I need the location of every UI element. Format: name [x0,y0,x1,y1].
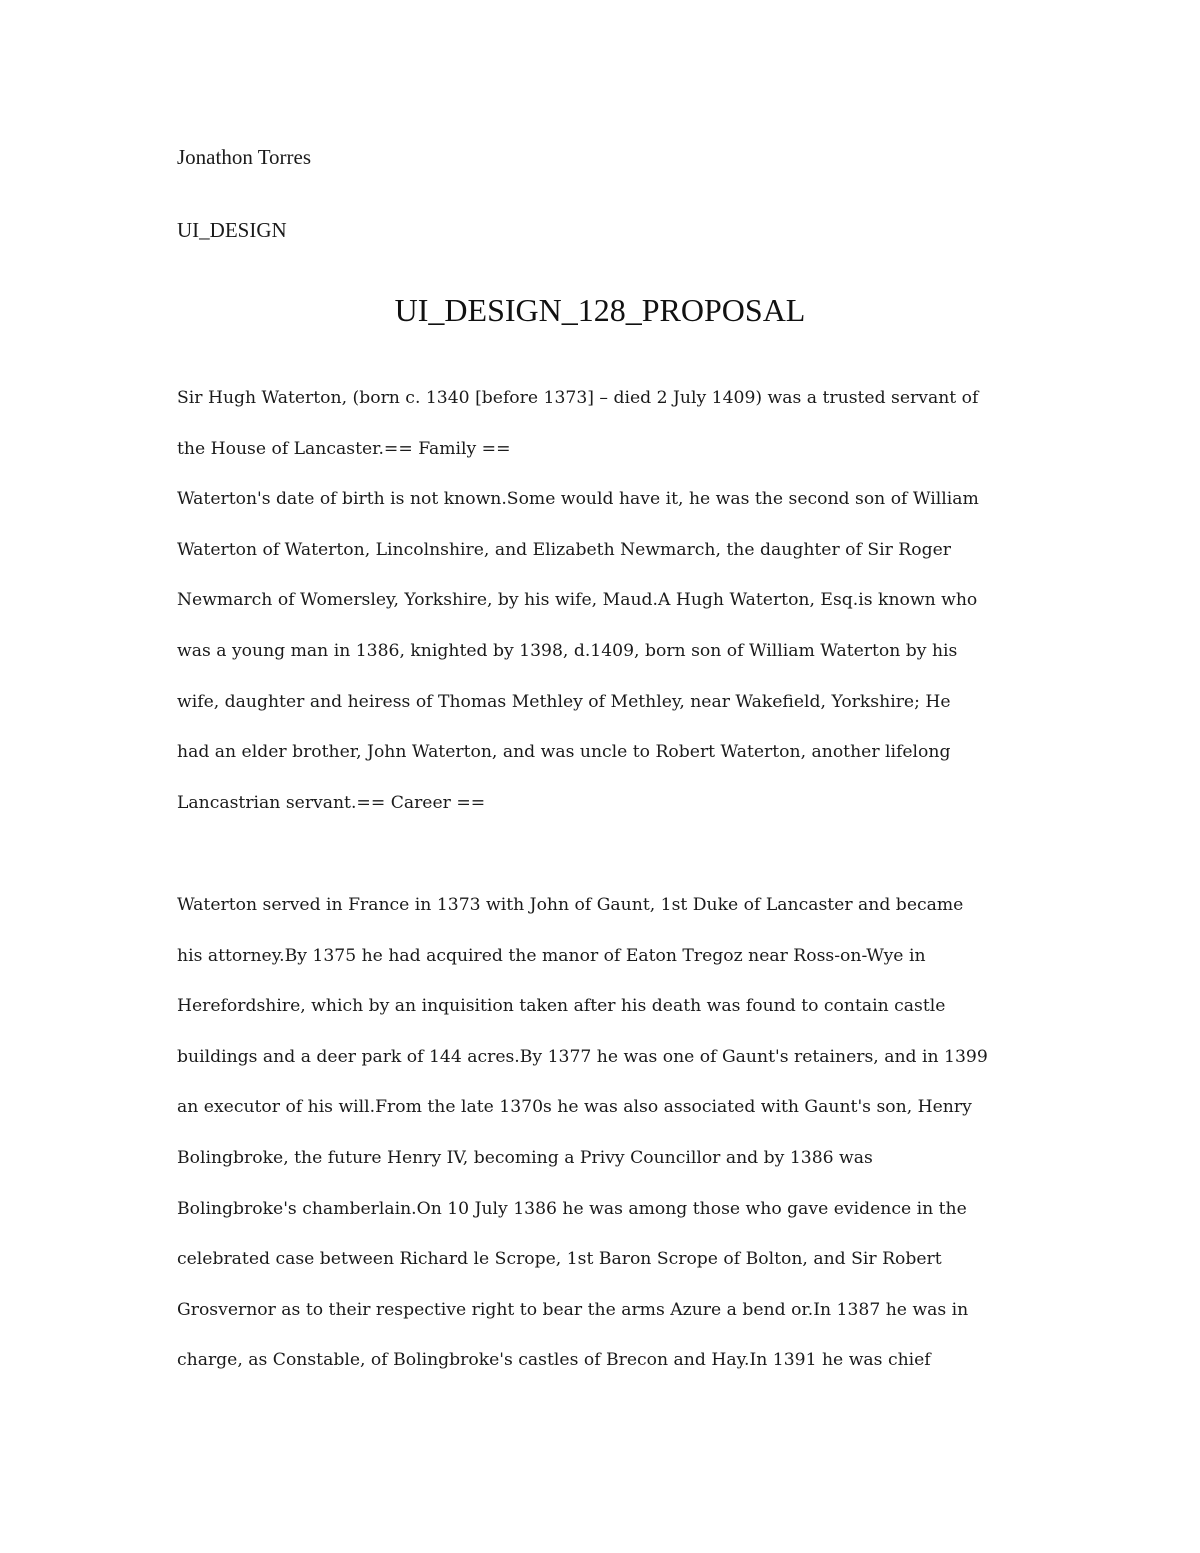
text-line: Newmarch of Womersley, Yorkshire, by his wife, Maud.A Hugh Waterton, Esq.is known who [177,590,978,611]
text-line: wife, daughter and heiress of Thomas Methley of Methley, near Wakefield, Yorkshire; He [177,691,951,712]
text-line: Bolingbroke, the future Henry IV, becoming a Privy Councillor and by 1386 was [177,1147,873,1168]
document-title: UI_DESIGN_128_PROPOSAL [394,292,806,328]
text-line: Sir Hugh Waterton, (born c. 1340 [before 1373] – died 2 July 1409) was a trusted servant of [177,388,979,408]
text-line: his attorney.By 1375 he had acquired the manor of Eaton Tregoz near Ross-on-Wye in [177,945,926,966]
text-line: Waterton's date of birth is not known.Some would have it, he was the second son of William [177,489,979,510]
text-line: Waterton served in France in 1373 with John of Gaunt, 1st Duke of Lancaster and became [177,895,964,915]
text-line: Herefordshire, which by an inquisition taken after his death was found to contain castle [177,996,946,1017]
paragraph-1 [177,386,1037,841]
text-line: an executor of his will.From the late 1370s he was also associated with Gaunt's son, Henry [177,1097,972,1118]
text-line: the House of Lancaster.== Family == [177,438,511,459]
text-line: had an elder brother, John Waterton, and was uncle to Robert Waterton, another lifelong [177,742,951,763]
text-line: buildings and a deer park of 144 acres.By 1377 he was one of Gaunt's retainers, and in 1399 [177,1046,988,1067]
text-line: charge, as Constable, of Bolingbroke's castles of Brecon and Hay.In 1391 he was chief [177,1350,931,1371]
text-line: Waterton of Waterton, Lincolnshire, and Elizabeth Newmarch, the daughter of Sir Roger [177,539,951,560]
text-line: was a young man in 1386, knighted by 1398, d.1409, born son of William Waterton by his [177,640,958,661]
author-name: Jonathon Torres [177,145,312,169]
text-line: Lancastrian servant.== Career == [177,792,486,813]
text-line: Grosvernor as to their respective right to bear the arms Azure a bend or.In 1387 he was in [177,1299,969,1320]
text-line: celebrated case between Richard le Scrope, 1st Baron Scrope of Bolton, and Sir Robert [177,1249,942,1270]
text-line: Bolingbroke's chamberlain.On 10 July 1386 he was among those who gave evidence in the [177,1198,967,1219]
paragraph-2 [177,893,1037,1399]
course-name: UI_DESIGN [177,218,287,242]
